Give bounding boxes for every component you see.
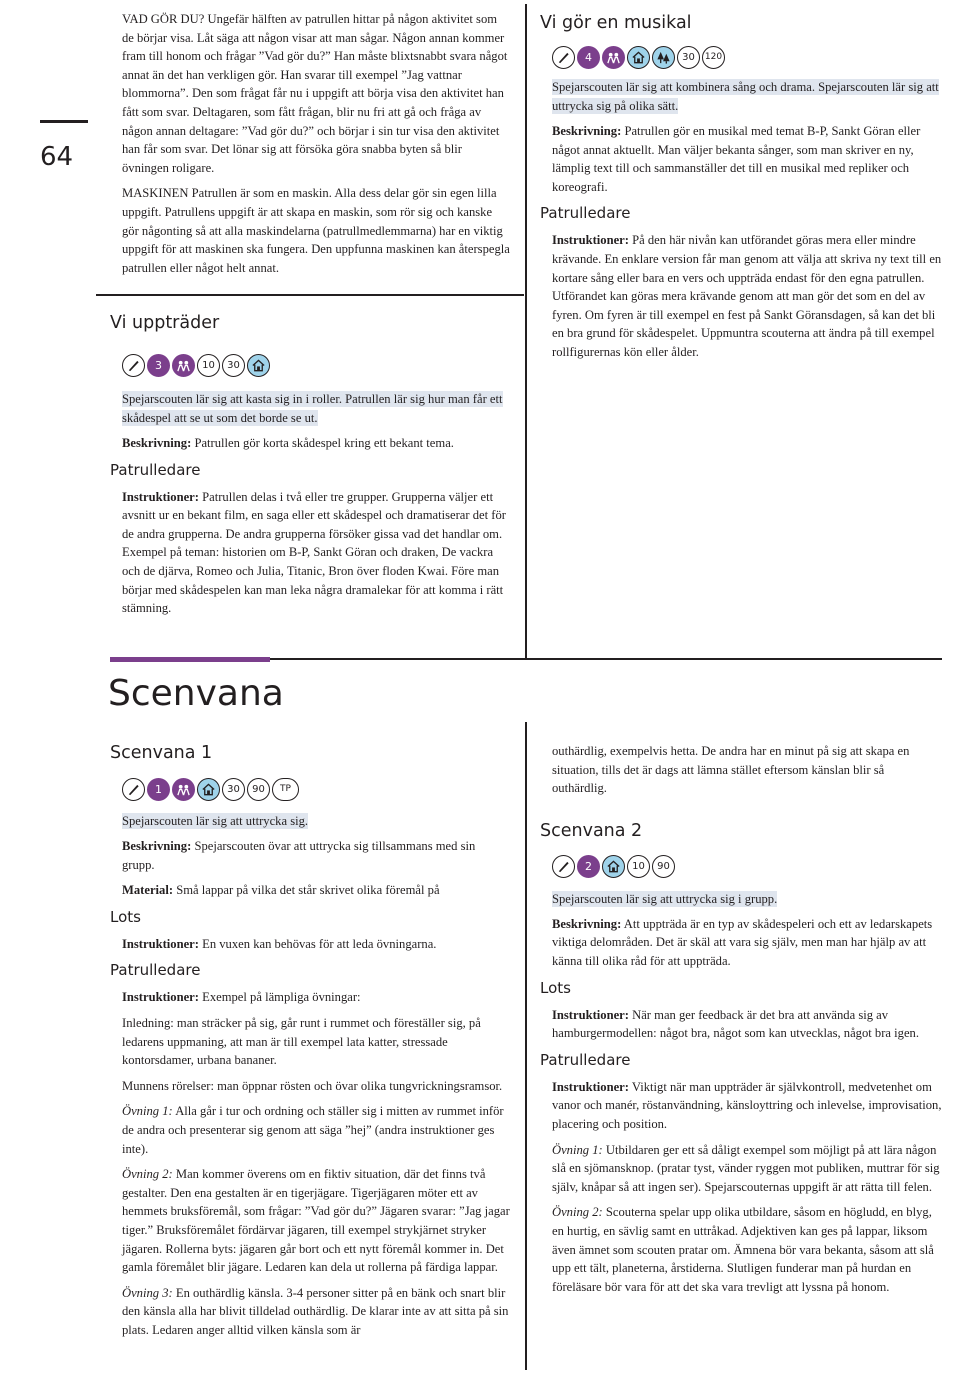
lots-heading: Lots: [110, 907, 141, 926]
patrulledare-heading: Patrulledare: [540, 204, 631, 223]
ovning1-paragraph: [122, 1102, 510, 1158]
lots-paragraph: [122, 935, 510, 954]
goal-block: [122, 390, 510, 428]
vi-upptrader-section: [110, 312, 510, 625]
ovning2-paragraph: [552, 1203, 942, 1296]
beskrivning-text: Spejarscouten övar att uttrycka sig tillsammans med sin grupp.: [122, 839, 476, 872]
beskrivning-paragraph: [552, 915, 942, 971]
scenvana-title-accent: [110, 657, 270, 662]
beskrivning-text: Patrullen gör en musikal med temat B-P, Sankt Göran eller något annat aktuellt. Man väljer bekanta sånger, som man skriver en ny, lämplig text till och sammanställer det till en musikal med repliker och koreografi.: [552, 124, 921, 194]
vi-gor-musikal-section: [540, 12, 942, 369]
beskrivning-text: Att uppträda är en typ av skådespeleri och ett av ledarskapets viktiga delområden. Det är skäl att vara sig själv, men man har hjälp av att känna till olika råd för att uppträda.: [552, 916, 933, 968]
goal-block: [122, 812, 510, 831]
patrulledare-heading: Patrulledare: [540, 1050, 631, 1069]
instruktioner-label: Instruktioner:: [552, 233, 629, 248]
goal-block: [552, 78, 942, 116]
munnens-paragraph: Munnens rörelser: man öppnar rösten och övar olika tungvrickningsramsor.: [122, 1078, 503, 1093]
forest-icon: [652, 46, 675, 69]
house-icon: [602, 855, 625, 878]
age-badge: 3: [147, 354, 170, 377]
group-icon: [172, 354, 195, 377]
ovning3-paragraph: [122, 1284, 510, 1340]
duration-min-badge: 10: [197, 354, 220, 377]
column-divider-bottom: [525, 722, 527, 1370]
beskrivning-label: Beskrivning:: [552, 124, 622, 138]
instruktioner-label: Instruktioner:: [552, 1079, 629, 1094]
goal-text: Spejarscouten lär sig att kombinera sång och drama. Spejarscouten lär sig att uttrycka sig på olika sätt.: [552, 80, 939, 113]
age-badge: 4: [577, 46, 600, 69]
inledning-paragraph: Inledning: man sträcker på sig, går runt i rummet och föreställer sig, på ledarens uppmaning, att man är till exempel lata katter, stressade kontorsdamer, urbana bananer.: [122, 1015, 481, 1068]
instruktioner-paragraph: [122, 488, 510, 618]
activity-icons: [122, 352, 510, 378]
scenvana-title-rule: [270, 658, 942, 660]
duration-min-badge: 30: [222, 778, 245, 801]
scenvana2-section: [540, 820, 942, 1297]
age-badge: 2: [577, 855, 600, 878]
top-left-divider: [96, 294, 524, 296]
beskrivning-text: Patrullen gör korta skådespel kring ett bekant tema.: [194, 436, 454, 450]
lots-text: En vuxen kan behövas för att leda övningarna.: [202, 936, 437, 951]
ovning1-text: Utbildaren ger ett så dåligt exempel som möjligt på att lära någon slå en sjömansknop. (pratar tyst, vänder ryggen mot publiken, muttrar för sig själv, knåpar så att ingen ser). Spejarscouternas uppgift är att rätta till felen.: [552, 1142, 940, 1194]
material-text: Små lappar på vilka det står skrivet olika föremål på: [176, 883, 440, 898]
patrulledare-heading: Patrulledare: [110, 961, 201, 980]
beskrivning-paragraph: [552, 122, 942, 196]
goal-text: Spejarscouten lär sig att kasta sig in i roller. Patrullen lär sig hur man får ett skådespel att se ut som det borde se ut.: [122, 392, 503, 425]
ovning2-text: Man kommer överens om en fiktiv situation, där det finns två gestalter. Den ena gestalten är en tigerjägare. Tigerjägaren möter ett av hemmets bruksföremål, som frågar: ”Vad gör du?” Jägaren svarar: ”Jag jagar tiger.” Bruksföremålet fördärvar jägaren, till exempel strykjärnet stryker jägaren. Rollerna byts: jägaren går bort och ett nytt föremål kommer in. Det gamla föremålet blir jägare. Ledaren kan dela ut rollerna på färdiga lappar.: [122, 1167, 510, 1275]
lots-heading: Lots: [540, 978, 571, 997]
activity-icons: [552, 44, 942, 70]
instruktioner-paragraph: [122, 988, 510, 1007]
house-icon: [247, 354, 270, 377]
beskrivning-label: Beskrivning:: [122, 436, 192, 450]
ovning1-paragraph: [552, 1141, 942, 1197]
duration-max-badge: 90: [247, 778, 270, 801]
house-icon: [197, 778, 220, 801]
instruktioner-text: På den här nivån kan utförandet göras mera eller mindre krävande. En enklare version får man genom att välja att skriva ny text till en kortare sång eller bara en vers och uppträda endast för den egna patrullen. Utförandet kan göras mera krävande genom att man gör det som en del av fyren. Om fyren är till exempel en fest på Sankt Göransdagen, så kan det bli en bra grund för skådespelet. Uppmuntra scouterna att ändra på till exempel rollfigurernas kön eller ålder.: [552, 233, 942, 359]
patrulledare-heading: Patrulledare: [110, 460, 201, 479]
ovning2-paragraph: [122, 1165, 510, 1277]
scenvana-right-column: [540, 742, 942, 1303]
scenvana-main-title: Scenvana: [108, 673, 284, 714]
group-icon: [172, 778, 195, 801]
goal-text: Spejarscouten lär sig att uttrycka sig.: [122, 814, 309, 828]
section-title: Scenvana 2: [540, 820, 643, 841]
ovning2-label: Övning 2:: [122, 1167, 173, 1182]
section-title: Vi gör en musikal: [540, 13, 692, 33]
age-badge: 1: [147, 778, 170, 801]
scenvana1-section: [110, 742, 510, 1346]
duration-max-badge: 90: [652, 855, 675, 878]
goal-text: Spejarscouten lär sig att uttrycka sig i grupp.: [552, 891, 778, 906]
ovning1-label: Övning 1:: [122, 1104, 173, 1119]
tp-badge: TP: [272, 778, 299, 801]
column-divider-top: [525, 4, 527, 658]
duration-max-badge: 30: [222, 354, 245, 377]
material-paragraph: [122, 881, 510, 900]
lots-paragraph: [552, 1006, 942, 1043]
vad-gor-du-paragraph: VAD GÖR DU? Ungefär hälften av patrullen hittar på någon aktivitet som de börjar visa. Låt säga att någon visar att man sågar. Någon annan kommer fram till honom och frågar ”Vad gör du?” Han måste blixtsnabbt svara något annat än det han verkligen gör. Han svarar till exempel ”Jag vattnar blommorna”. Den som frågat får nu i uppgift att börja visa den aktivitet han fått som svar. Deltagaren, som fått frågan, blir nu fri att gå och fråga av någon annan deltagare: ”Vad gör du?” och börjar i sin tur visa den aktivitet han får som svar. Det lönar sig att försöka göra snabba byten så blir övningen roligare.: [122, 12, 508, 175]
beskrivning-label: Beskrivning:: [122, 839, 192, 853]
pen-icon: [122, 354, 145, 377]
beskrivning-label: Beskrivning:: [552, 916, 622, 931]
material-label: Material:: [122, 883, 174, 898]
instruktioner-paragraph: [552, 1078, 942, 1134]
activity-icons: [122, 776, 510, 802]
scenvana1-continued: outhärdlig, exempelvis hetta. De andra har en minut på sig att skapa en situation, tills det är dags att lämna stället eftersom känslan blir så outhärdlig.: [552, 744, 910, 796]
duration-min-badge: 10: [627, 855, 650, 878]
group-icon: [602, 46, 625, 69]
instruktioner-text: Exempel på lämpliga övningar:: [202, 990, 361, 1005]
page-number: 64: [40, 142, 74, 172]
top-left-text: [122, 10, 510, 284]
beskrivning-paragraph: [122, 837, 510, 874]
section-title: Vi uppträder: [110, 313, 220, 333]
goal-block: [552, 890, 942, 909]
duration-min-badge: 30: [677, 46, 700, 69]
section-title: Scenvana 1: [110, 743, 213, 763]
lots-label: Instruktioner:: [552, 1007, 629, 1022]
pen-icon: [552, 855, 575, 878]
lots-label: Instruktioner:: [122, 936, 199, 951]
ovning1-text: Alla går i tur och ordning och ställer sig i mitten av rummet inför de andra och presenterar sig genom att säga ”hej” (andra instruktioner ges inte).: [122, 1104, 504, 1156]
page-number-rule: [40, 120, 88, 123]
ovning2-label: Övning 2:: [552, 1205, 603, 1220]
ovning2-text: Scouterna spelar upp olika utbildare, såsom en högludd, en blyg, en hurtig, en sävlig samt en uttråkad. Adjektiven kan ges på lappar, liksom även ämnet som scouten pratar om. Ämnena bör vara bekanta, såsom att slå upp ett tält, planeterna, årstiderna. Slutligen funderar man på hurdan en föreläsare bör vara för att det ska vara trevligt att lyssna på honom.: [552, 1205, 934, 1294]
ovning1-label: Övning 1:: [552, 1142, 603, 1157]
pen-icon: [552, 46, 575, 69]
instruktioner-label: Instruktioner:: [122, 489, 199, 504]
instruktioner-paragraph: [552, 231, 942, 361]
duration-max-badge: 120: [702, 46, 725, 69]
instruktioner-text: Patrullen delas i två eller tre grupper. Grupperna väljer ett avsnitt ur en bekant film, en saga eller ett skådespel och dramatiserar det för de andra grupperna. De andra grupperna försöker gissa vad det handlar om. Exempel på teman: historien om B-P, Sankt Göran och draken, De vackra och de djärva, Romeo och Julia, Titanic, Bron över floden Kwai. Före man börjar med skådespelen kan man leka några dramalekar för att komma i rätt stämning.: [122, 489, 506, 616]
ovning3-label: Övning 3:: [122, 1285, 173, 1300]
activity-icons: [552, 854, 942, 880]
pen-icon: [122, 778, 145, 801]
instruktioner-label: Instruktioner:: [122, 990, 199, 1005]
beskrivning-paragraph: [122, 434, 510, 453]
maskinen-paragraph: MASKINEN Patrullen är som en maskin. Alla dess delar gör sin egen lilla uppgift. Patrullens uppgift är att skapa en maskin, som rör sig och kanske gör någonting så att alla maskindelarna (patrullmedlemmarna) har en viktig uppgift för att maskinen ska fungera. Den uppfunna maskinen kan återspegla patrullen eller något helt annat.: [122, 186, 510, 275]
ovning3-text: En outhärdlig känsla. 3-4 personer sitter på en bänk och snart blir den känsla alla har blivit tilldelad outhärdlig. De klarar inte av att sitta på sin plats. Ledaren anger alltid vilken känsla som är: [122, 1285, 509, 1337]
lots-text: När man ger feedback är det bra att använda sig av hamburgermodellen: något bra, något som kan utvecklas, något bra igen.: [552, 1007, 919, 1041]
instruktioner-text: Viktigt när man uppträder är självkontroll, medvetenhet om vanor och manér, röstanvändning, känsloyttring och inlevelse, improvisation, placering och position.: [552, 1079, 942, 1131]
house-icon: [627, 46, 650, 69]
